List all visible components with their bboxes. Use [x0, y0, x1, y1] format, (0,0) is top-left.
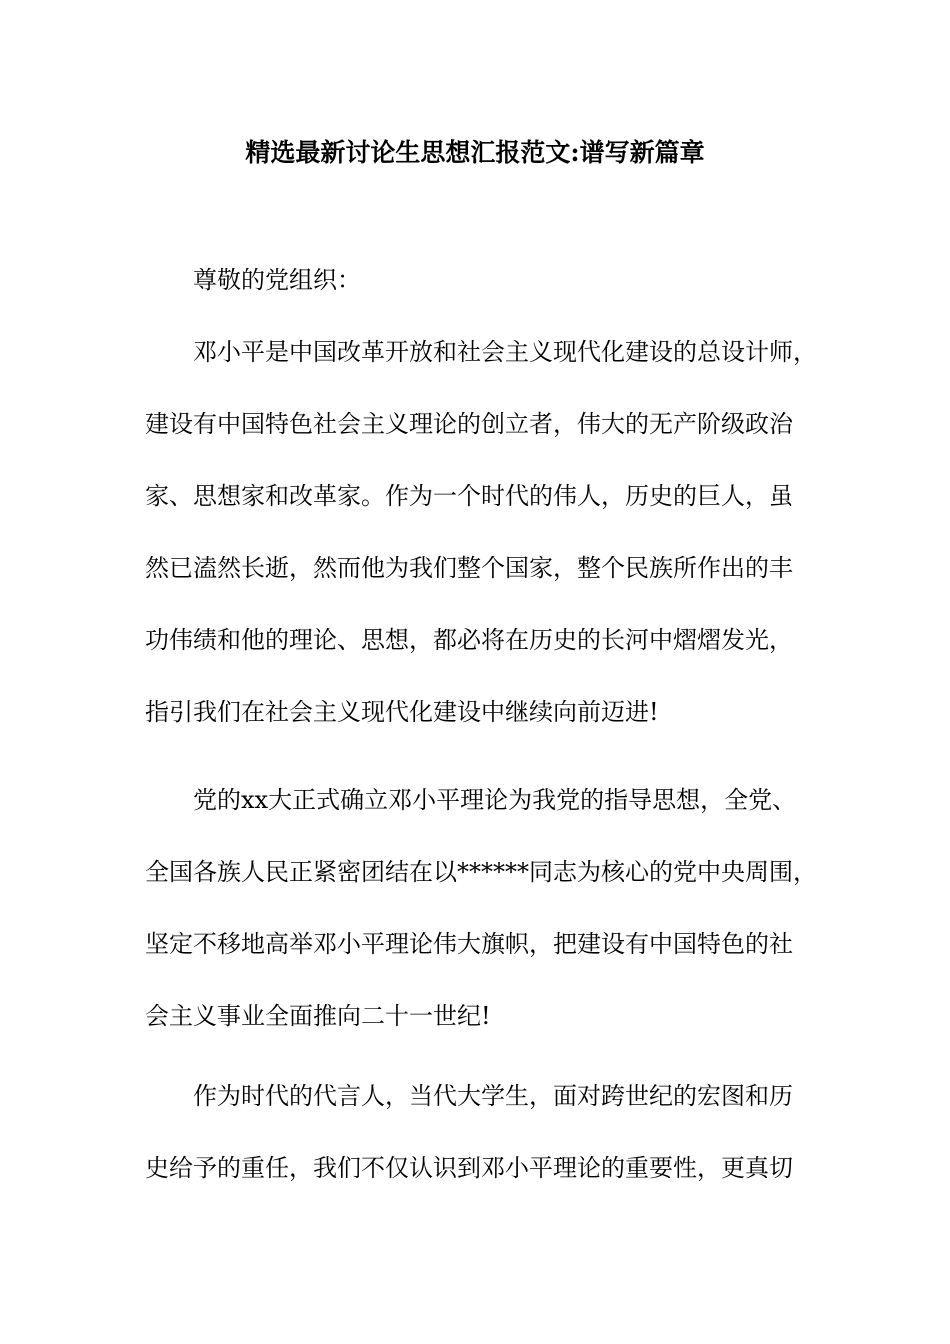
document-title: 精选最新讨论生思想汇报范文:谱写新篇章	[245, 138, 705, 167]
paragraph-line: 建设有中国特色社会主义理论的创立者，伟大的无产阶级政治	[145, 410, 793, 438]
paragraph-line: 功伟绩和他的理论、思想，都必将在历史的长河中熠熠发光，	[145, 626, 793, 654]
paragraph-line: 然已溘然长逝，然而他为我们整个国家，整个民族所作出的丰	[145, 554, 793, 582]
paragraph-line: 作为时代的代言人，当代大学生，面对跨世纪的宏图和历	[193, 1082, 793, 1110]
paragraph-line: 全国各族人民正紧密团结在以******同志为核心的党中央周围，	[145, 858, 817, 886]
paragraph-line: 指引我们在社会主义现代化建设中继续向前迈进!	[145, 698, 659, 726]
salutation: 尊敬的党组织：	[193, 266, 361, 294]
paragraph-line: 邓小平是中国改革开放和社会主义现代化建设的总设计师，	[193, 338, 817, 366]
paragraph-line: 坚定不移地高举邓小平理论伟大旗帜，把建设有中国特色的社	[145, 930, 793, 958]
paragraph-line: 会主义事业全面推向二十一世纪!	[145, 1002, 491, 1030]
paragraph-line: 史给予的重任，我们不仅认识到邓小平理论的重要性，更真切	[145, 1154, 793, 1182]
paragraph-line: 家、思想家和改革家。作为一个时代的伟人，历史的巨人，虽	[145, 482, 793, 510]
paragraph-line: 党的xx大正式确立邓小平理论为我党的指导思想，全党、	[193, 786, 797, 814]
